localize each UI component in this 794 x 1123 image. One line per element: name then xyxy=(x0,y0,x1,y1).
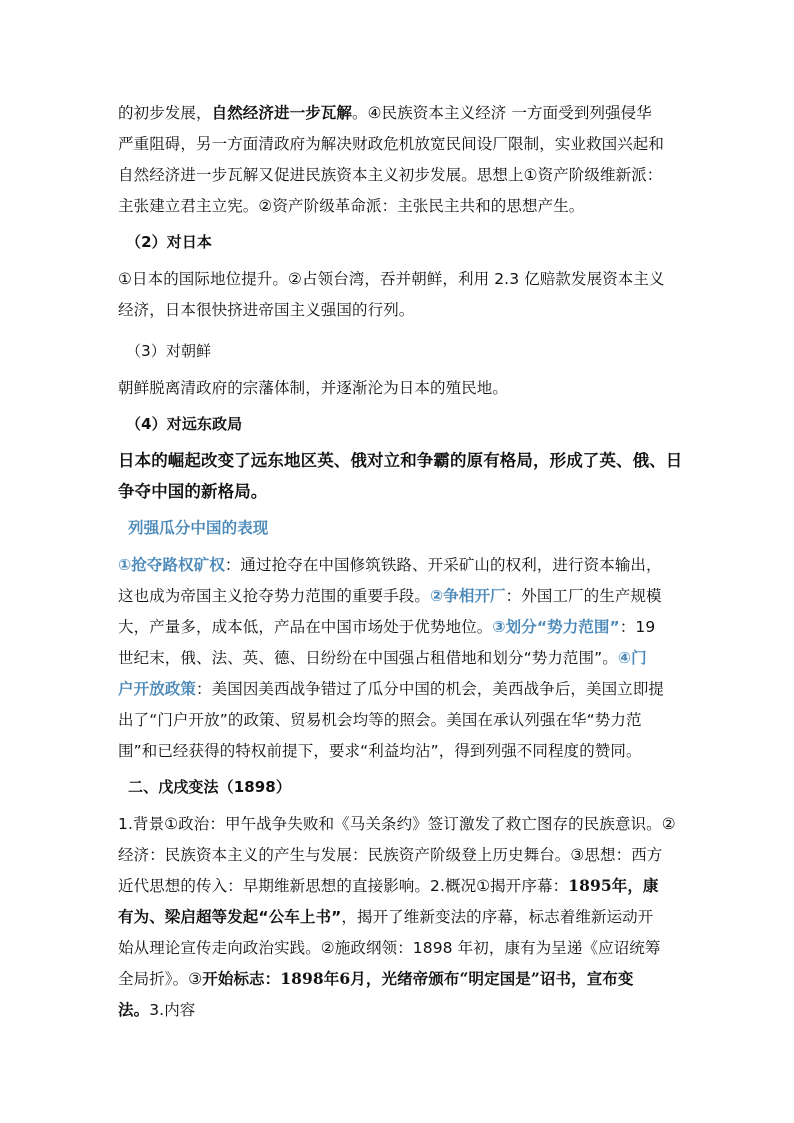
text-run: ：美国因美西战争错过了瓜分中国的机会，美西战争后，美国立即提 xyxy=(196,680,665,698)
paragraph-line: 经济：民族资本主义的产生与发展：民族资产阶级登上历史舞台。③思想：西方 xyxy=(118,846,663,864)
paragraph-line xyxy=(118,617,655,637)
paragraph-line: 严重阻碍，另一方面清政府为解决财政危机放宽民间设厂限制，实业救国兴起和 xyxy=(118,135,665,153)
paragraph-line: 自然经济进一步瓦解又促进民族资本主义初步发展。思想上①资产阶级维新派： xyxy=(118,166,663,184)
text-run: 全局折》。③ xyxy=(118,970,203,988)
paragraph-line xyxy=(118,969,634,989)
section-title-partition: 列强瓜分中国的表现 xyxy=(128,519,269,537)
bold-text: 开始标志：1898年6月，光绪帝颁布“明定国是”诏书，宣布变 xyxy=(202,969,634,988)
text-run: 世纪末，俄、法、英、德、日纷纷在中国强占租借地和划分“势力范围”。 xyxy=(118,649,618,667)
subheading-far-east: （4）对远东政局 xyxy=(126,415,243,433)
section-title-reform: 二、戊戌变法（1898） xyxy=(128,778,291,796)
paragraph-line: 经济，日本很快挤进帝国主义强国的行列。 xyxy=(118,301,415,319)
keyword: 户开放政策 xyxy=(118,680,197,698)
paragraph-line xyxy=(118,679,664,699)
text-run: 的初步发展， xyxy=(118,104,212,122)
keyword: ②争相开厂 xyxy=(430,587,506,605)
paragraph-line xyxy=(118,586,662,606)
keyword: ④门 xyxy=(617,649,647,667)
subheading-japan: （2）对日本 xyxy=(126,233,213,251)
paragraph-line: 始从理论宣传走向政治实践。②施政纲领：1898 年初，康有为呈递《应诏统筹 xyxy=(118,939,661,957)
text-run: 大，产量多，成本低，产品在中国市场处于优势地位。 xyxy=(118,618,493,636)
text-run: ，揭开了维新变法的序幕，标志着维新运动开 xyxy=(341,908,654,926)
paragraph-line: 主张建立君主立宪。②资产阶级革命派：主张民主共和的思想产生。 xyxy=(118,197,585,215)
keyword: ③划分“势力范围” xyxy=(492,618,620,636)
text-run: 3.内容 xyxy=(149,1001,196,1019)
text-run: 近代思想的传入：早期维新思想的直接影响。2.概况①揭开序幕： xyxy=(118,877,569,895)
paragraph-line-bold: 争夺中国的新格局。 xyxy=(118,482,268,501)
subheading-korea: （3）对朝鲜 xyxy=(126,342,212,360)
bold-text: 法。 xyxy=(118,1000,150,1019)
bold-text: 有为、梁启超等发起“公车上书” xyxy=(118,908,342,926)
paragraph-line: 围”和已经获得的特权前提下，要求“利益均沾”，得到列强不同程度的赞同。 xyxy=(118,742,642,760)
paragraph-line xyxy=(118,1000,195,1020)
keyword: ①抢夺路权矿权 xyxy=(118,556,225,574)
paragraph-line xyxy=(118,555,662,575)
paragraph-line-bold: 日本的崛起改变了远东地区英、俄对立和争霸的原有格局，形成了英、俄、日 xyxy=(118,451,683,470)
paragraph-line: 出了“门户开放”的政策、贸易机会均等的照会。美国在承认列强在华“势力范 xyxy=(118,711,642,729)
paragraph-line xyxy=(118,907,653,927)
text-run: 这也成为帝国主义抢夺势力范围的重要手段。 xyxy=(118,587,431,605)
paragraph-line xyxy=(118,103,652,123)
paragraph-line: 朝鲜脱离清政府的宗藩体制，并逐渐沦为日本的殖民地。 xyxy=(118,379,509,397)
text-run: 。④民族资本主义经济 一方面受到列强侵华 xyxy=(352,104,652,122)
paragraph-line: 1.背景①政治：甲午战争失败和《马关条约》签订激发了救亡图存的民族意识。② xyxy=(118,815,676,833)
paragraph-line xyxy=(118,648,647,668)
text-run: ：19 xyxy=(619,618,656,636)
paragraph-line xyxy=(118,876,659,896)
text-run: ：通过抢夺在中国修筑铁路、开采矿山的权利，进行资本输出， xyxy=(224,556,662,574)
text-run: ：外国工厂的生产规模 xyxy=(505,587,662,605)
bold-text: 自然经济进一步瓦解 xyxy=(211,104,353,122)
paragraph-line: ①日本的国际地位提升。②占领台湾，吞并朝鲜，利用 2.3 亿赔款发展资本主义 xyxy=(118,270,665,288)
bold-text: 1895年，康 xyxy=(568,876,659,895)
